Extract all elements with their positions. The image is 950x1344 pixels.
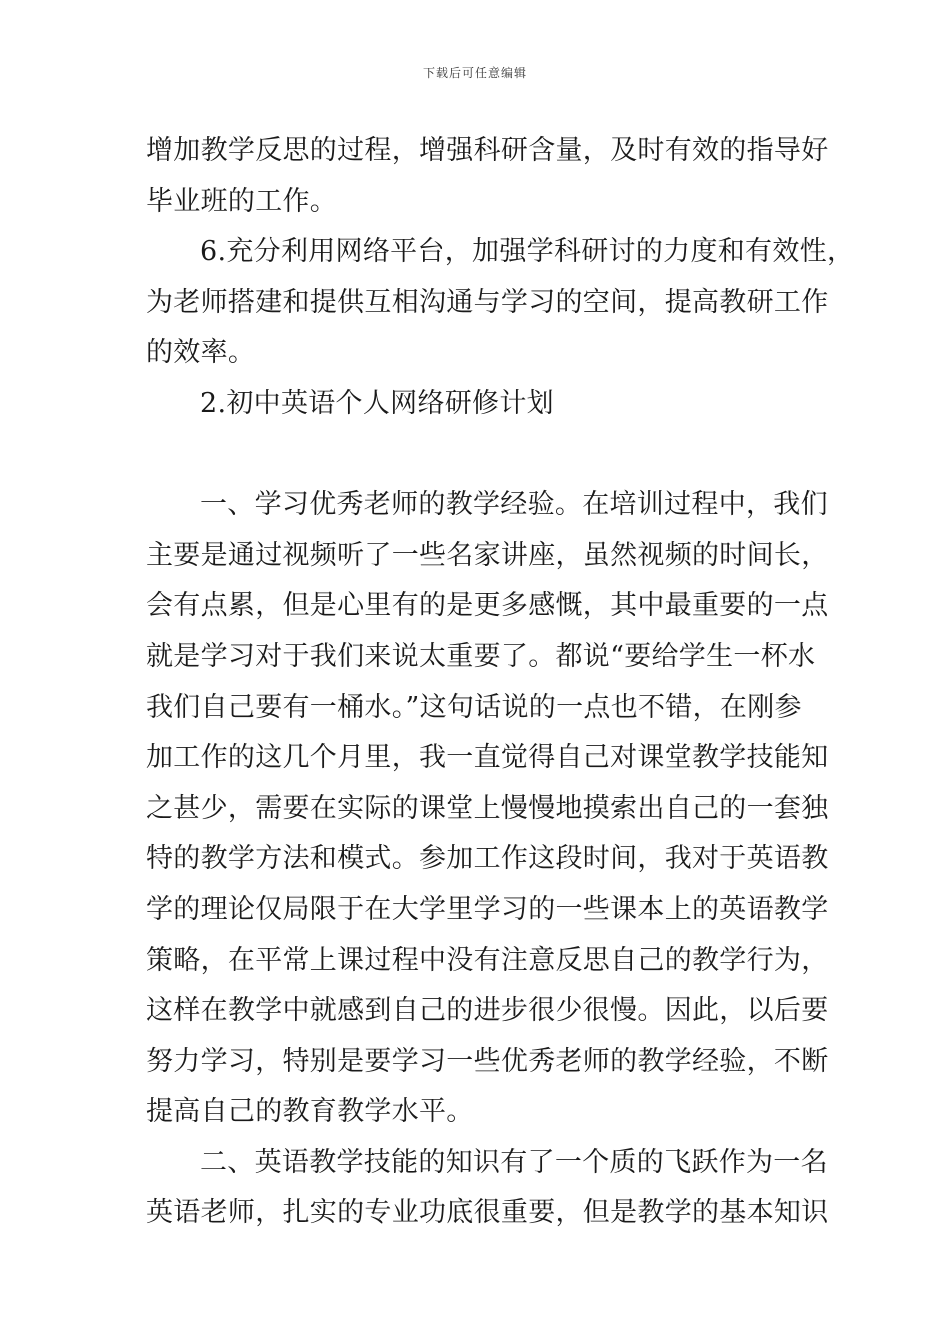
text-line: 就是学习对于我们来说太重要了。都说“要给学生一杯水: [146, 640, 816, 672]
text-line-paragraph-start: 6.充分利用网络平台，加强学科研讨的力度和有效性，: [200, 236, 855, 268]
text-line-paragraph-start: 一、学习优秀老师的教学经验。在培训过程中，我们: [200, 489, 828, 521]
text-line: 学的理论仅局限于在大学里学习的一些课本上的英语教学: [146, 893, 829, 925]
text-line: 会有点累，但是心里有的是更多感慨，其中最重要的一点: [146, 590, 829, 622]
text-line: 我们自己要有一桶水。”这句话说的一点也不错，在刚参: [146, 691, 802, 723]
document-body: [146, 126, 855, 1239]
text-line: 策略，在平常上课过程中没有注意反思自己的教学行为，: [146, 944, 829, 976]
text-line: 的效率。: [146, 337, 256, 369]
text-line: 为老师搭建和提供互相沟通与学习的空间，提高教研工作: [146, 286, 829, 318]
text-line: 努力学习，特别是要学习一些优秀老师的教学经验，不断: [146, 1045, 829, 1077]
text-line: 这样在教学中就感到自己的进步很少很慢。因此，以后要: [146, 995, 829, 1027]
section-heading: 2.初中英语个人网络研修计划: [200, 387, 554, 419]
text-line: 主要是通过视频听了一些名家讲座，虽然视频的时间长，: [146, 539, 829, 571]
text-line: 之甚少，需要在实际的课堂上慢慢地摸索出自己的一套独: [146, 792, 829, 824]
text-line: 毕业班的工作。: [146, 185, 338, 217]
text-line: 加工作的这几个月里，我一直觉得自己对课堂教学技能知: [146, 742, 829, 774]
text-line: 英语老师，扎实的专业功底很重要，但是教学的基本知识: [146, 1197, 829, 1229]
text-line-paragraph-start: 二、英语教学技能的知识有了一个质的飞跃作为一名: [200, 1146, 828, 1178]
text-line: 特的教学方法和模式。参加工作这段时间，我对于英语教: [146, 843, 829, 875]
text-line: 提高自己的教育教学水平。: [146, 1096, 474, 1128]
page-header-note: 下载后可任意编辑: [422, 66, 527, 80]
blank-line: [146, 430, 816, 481]
text-line: 增加教学反思的过程，增强科研含量，及时有效的指导好: [146, 135, 829, 166]
